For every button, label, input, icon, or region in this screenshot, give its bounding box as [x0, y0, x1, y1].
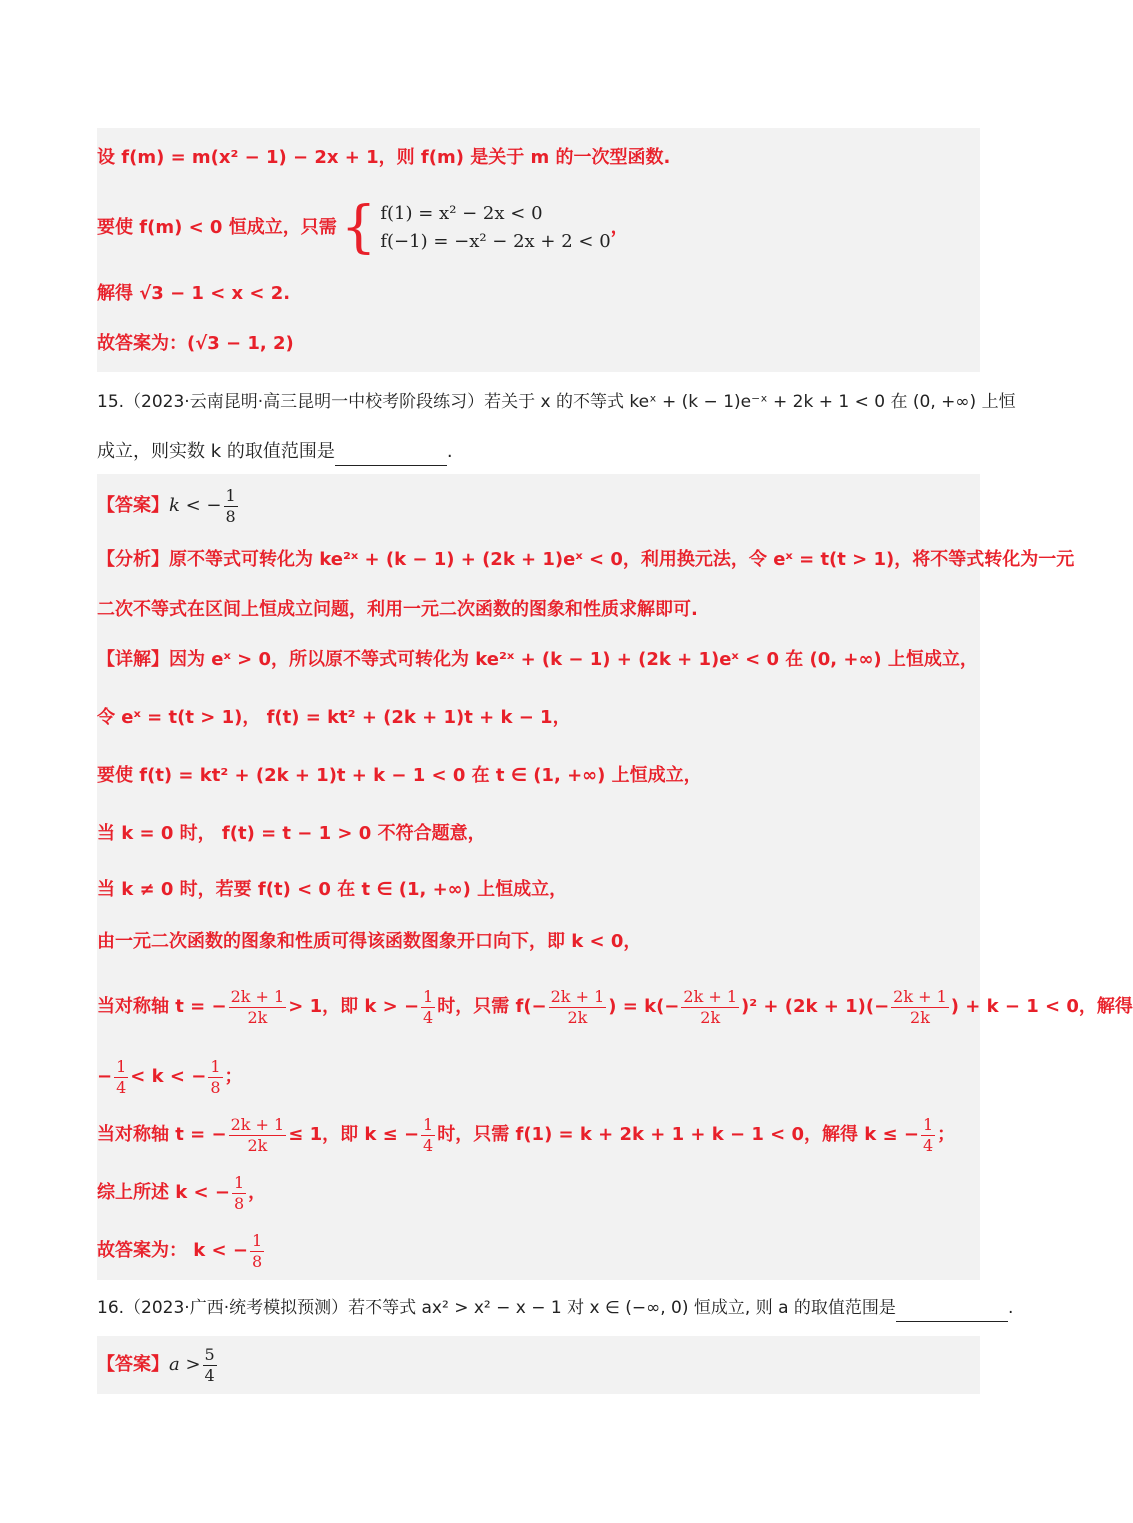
fraction: $\frac{1}{8}$: [251, 1230, 263, 1271]
final-answer-line: 故答案为：(√3 − 1, 2): [97, 333, 294, 354]
answer-line: [97, 1342, 980, 1388]
question-16: [97, 1294, 1014, 1322]
detail-line: 【详解】因为 eˣ > 0，所以原不等式可转化为 ke²ˣ + (k − 1) + (2k + 1)eˣ < 0 在 (0, +∞) 上恒成立，: [97, 649, 978, 670]
system-suffix: ，: [610, 217, 629, 238]
question-text: 16.（2023·广西·统考模拟预测）若不等式 ax² > x² − x − 1 对 x ∈ (−∞, 0) 恒成立, 则 a 的取值范围是: [97, 1298, 896, 1318]
analysis-line: 【分析】原不等式可转化为 ke²ˣ + (k − 1) + (2k + 1)eˣ < 0，利用换元法，令 eˣ = t(t > 1)，将不等式转化为一元: [97, 549, 1075, 570]
summary-line: 综上所述 k < − $\frac{1}{8}$ ，: [97, 1172, 267, 1213]
system-row: f(1) = x² − 2x < 0: [380, 203, 543, 224]
answer-label: 【答案】: [97, 495, 169, 516]
detail-line: 令 eˣ = t(t > 1)， f(t) = kt² + (2k + 1)t + k − 1，: [97, 707, 571, 728]
fraction: $\frac{1}{4}$: [116, 1056, 127, 1097]
detail-line: 要使 f(t) = kt² + (2k + 1)t + k − 1 < 0 在 t ∈ (1, +∞) 上恒成立，: [97, 765, 702, 786]
answer-blank: [896, 1301, 1008, 1322]
answer-label: 【答案】: [97, 1354, 169, 1375]
period: .: [1007, 1298, 1014, 1318]
fraction: $\frac{2k + 1}{2k}$: [550, 986, 605, 1027]
answer-expr: a >: [169, 1354, 201, 1375]
solution-line: 设 f(m) = m(x² − 1) − 2x + 1，则 f(m) 是关于 m 的一次型函数.: [97, 147, 671, 168]
detail-line: 当 k = 0 时， f(t) = t − 1 > 0 不符合题意，: [97, 823, 486, 844]
system-row: f(−1) = −x² − 2x + 2 < 0: [380, 231, 611, 252]
detail-line-range: − $\frac{1}{4}$ < k < − $\frac{1}{8}$ ；: [97, 1056, 243, 1097]
answer-line: [97, 484, 980, 528]
question-15-cont: [97, 438, 980, 466]
fraction: $\frac{1}{4}$: [423, 1114, 434, 1155]
analysis-line: 二次不等式在区间上恒成立问题，利用一元二次函数的图象和性质求解即可.: [97, 599, 698, 620]
solution-line: 解得 √3 − 1 < x < 2.: [97, 283, 291, 304]
answer-expr: k < −: [169, 495, 222, 516]
detail-line-axis-le: 当对称轴 t = − $\frac{2k + 1}{2k}$ ≤ 1，即 k ≤ − $\frac{1}{4}$ 时，只需 f(1) = k + 2k + 1 + k − 1 < 0，解得 k ≤ − $\frac{1}{4}$ ；: [97, 1114, 956, 1155]
fraction: $\frac{5}{4}$: [204, 1344, 215, 1385]
brace-icon: {: [340, 195, 377, 260]
question-15: 15.（2023·云南昆明·高三昆明一中校考阶段练习）若关于 x 的不等式 keˣ + (k − 1)e⁻ˣ + 2k + 1 < 0 在 (0, +∞) 上恒: [97, 392, 1016, 412]
detail-line: 当 k ≠ 0 时，若要 f(t) < 0 在 t ∈ (1, +∞) 上恒成立，: [97, 879, 568, 900]
fraction: $\frac{2k + 1}{2k}$: [893, 986, 947, 1027]
fraction: $\frac{1}{4}$: [423, 986, 434, 1027]
fraction: $\frac{2k + 1}{2k}$: [230, 986, 285, 1027]
fraction: $\frac{1}{4}$: [922, 1114, 934, 1155]
system-prefix: 要使 f(m) < 0 恒成立，只需: [97, 217, 337, 238]
equation-system: [337, 195, 611, 260]
fraction: $\frac{2k + 1}{2k}$: [230, 1114, 285, 1155]
fraction: $\frac{2k + 1}{2k}$: [683, 986, 738, 1027]
fraction: $\frac{1}{8}$: [233, 1172, 245, 1213]
final-answer-line: 故答案为： k < − $\frac{1}{8}$: [97, 1230, 263, 1271]
period: .: [446, 441, 453, 462]
answer-blank: [335, 445, 447, 466]
solution-line-system: [97, 196, 980, 260]
detail-line-axis-gt: 当对称轴 t = − $\frac{2k + 1}{2k}$ > 1，即 k > − $\frac{1}{4}$ 时，只需 f(− $\frac{2k + 1}{2k}$ ) = k(− $\frac{2k + 1}{2k}$ )² + (2k + 1)(− $\frac{2k + 1}{2k}$ ) + k − 1 < 0，解得: [97, 986, 1133, 1027]
question-text: 成立，则实数 k 的取值范围是: [97, 441, 335, 462]
fraction: $\frac{1}{8}$: [225, 485, 236, 526]
fraction: $\frac{1}{8}$: [210, 1056, 221, 1097]
detail-line: 由一元二次函数的图象和性质可得该函数图象开口向下，即 k < 0，: [97, 931, 642, 952]
